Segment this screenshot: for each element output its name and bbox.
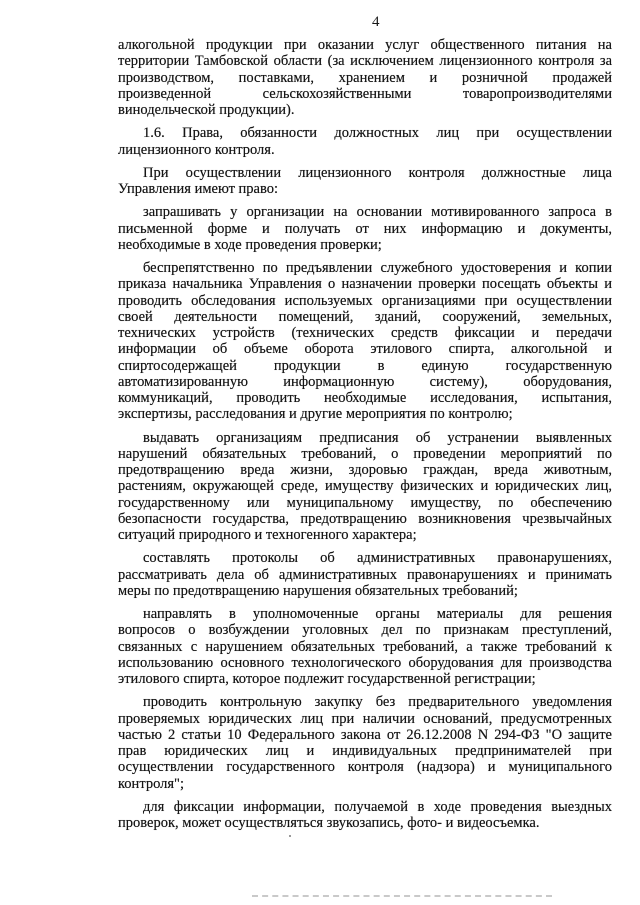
list-item: [118, 260, 612, 423]
text-line: своей деятельности помещений, зданий, сооружений, земельных,: [118, 308, 612, 325]
text-line: произведенной сельскохозяйственными товаропроизводителями: [118, 85, 612, 102]
text-line: растениям, окружающей среде, имуществу физических и юридических лиц,: [118, 478, 612, 495]
text-line: рассматривать дела об административных правонарушениях и принимать: [118, 566, 612, 583]
list-item: [118, 606, 612, 687]
page-number: 4: [372, 14, 380, 30]
text-line: предотвращению вреда жизни, здоровью граждан, вреда животным,: [118, 462, 612, 478]
text-line: информации об объеме оборота этилового спирта, алкогольной и: [118, 341, 612, 358]
text-line: коммуникаций, проводить необходимые исследования, испытания,: [118, 390, 612, 406]
text-line: необходимые в ходе проведения проверки;: [118, 236, 382, 253]
list-item: [118, 430, 612, 544]
text-line: приказа начальника Управления о назначении проверки посещать объекты и: [118, 276, 612, 293]
text-line: технических устройств (технических средств фиксации и передачи: [118, 325, 612, 341]
text-line: проверяемых юридических лиц при наличии оснований, предусмотренных: [118, 710, 612, 727]
text-line: составлять протоколы об административных правонарушениях,: [143, 550, 612, 567]
text-line: меры по предотвращению нарушения обязательных требований;: [118, 582, 518, 599]
text-line: для фиксации информации, получаемой в ходе проведения выездных: [143, 798, 612, 815]
text-line: выдавать организациям предписания об устранении выявленных: [143, 429, 612, 446]
text-line: направлять в уполномоченные органы материалы для решения: [143, 606, 612, 622]
section-heading: [118, 125, 612, 158]
list-item: [118, 550, 612, 599]
document-body: [118, 37, 612, 831]
text-line: контроля";: [118, 775, 184, 792]
text-line: экспертизы, расследования и другие мероприятия по контролю;: [118, 406, 513, 423]
text-line: прав юридических лиц и индивидуальных предпринимателей при: [118, 743, 612, 759]
text-line: производством, поставками, хранением и розничной продажей: [118, 69, 612, 86]
text-line: осуществлении государственного контроля (надзора) и муниципального: [118, 759, 612, 776]
text-line: алкогольной продукции при оказании услуг общественного питания на: [118, 37, 612, 53]
text-line: проводить обследования используемых организациями при осуществлении: [118, 292, 612, 309]
text-line: проводить контрольную закупку без предварительного уведомления: [143, 694, 612, 711]
paragraph: [118, 799, 612, 832]
scan-artifact: [252, 895, 552, 897]
text-line: Управления имеют право:: [118, 181, 279, 197]
text-line: вопросов о возбуждении уголовных дел по признакам преступлений,: [118, 622, 612, 639]
text-line: 1.6. Права, обязанности должностных лиц при осуществлении: [143, 125, 612, 142]
text-line: письменной форме и получать от них информацию и документы,: [118, 220, 612, 237]
list-item: [118, 204, 612, 253]
paragraph: [118, 165, 612, 198]
text-line: безопасности государства, предотвращению возникновения чрезвычайных: [118, 510, 612, 527]
text-line: территории Тамбовской области (за исключением лицензионного контроля за: [118, 53, 612, 70]
text-line: нарушений обязательных требований, о проведении мероприятий по: [118, 445, 612, 462]
text-line: этилового спирта, которое подлежит государственной регистрации;: [118, 671, 536, 687]
paragraph-continuation: [118, 37, 612, 118]
list-item: [118, 694, 612, 792]
text-line: запрашивать у организации на основании мотивированного запроса в: [143, 204, 612, 221]
text-line: ситуаций природного и техногенного характера;: [118, 527, 417, 543]
text-line: частью 2 статьи 10 Федерального закона от 26.12.2008 N 294-ФЗ "О защите: [118, 726, 612, 743]
text-line: винодельческой продукции).: [118, 102, 295, 118]
text-line: беспрепятственно по предъявлении служебного удостоверения и копии: [143, 260, 612, 276]
text-line: лицензионного контроля.: [118, 141, 275, 158]
text-line: государственному или муниципальному имуществу, по обеспечению: [118, 494, 612, 511]
text-line: При осуществлении лицензионного контроля должностные лица: [143, 164, 612, 181]
text-line: проверок, может осуществляться звукозапись, фото- и видеосъемка.: [118, 815, 540, 831]
text-line: использованию основного технологического оборудования для производства: [118, 654, 612, 671]
text-line: связанных с нарушением обязательных требований, а также требований к: [118, 638, 612, 655]
scan-speck: [289, 835, 291, 837]
text-line: автоматизированную информационную систему), оборудования,: [118, 373, 612, 390]
text-line: спиртосодержащей продукции в единую государственную: [118, 357, 612, 374]
